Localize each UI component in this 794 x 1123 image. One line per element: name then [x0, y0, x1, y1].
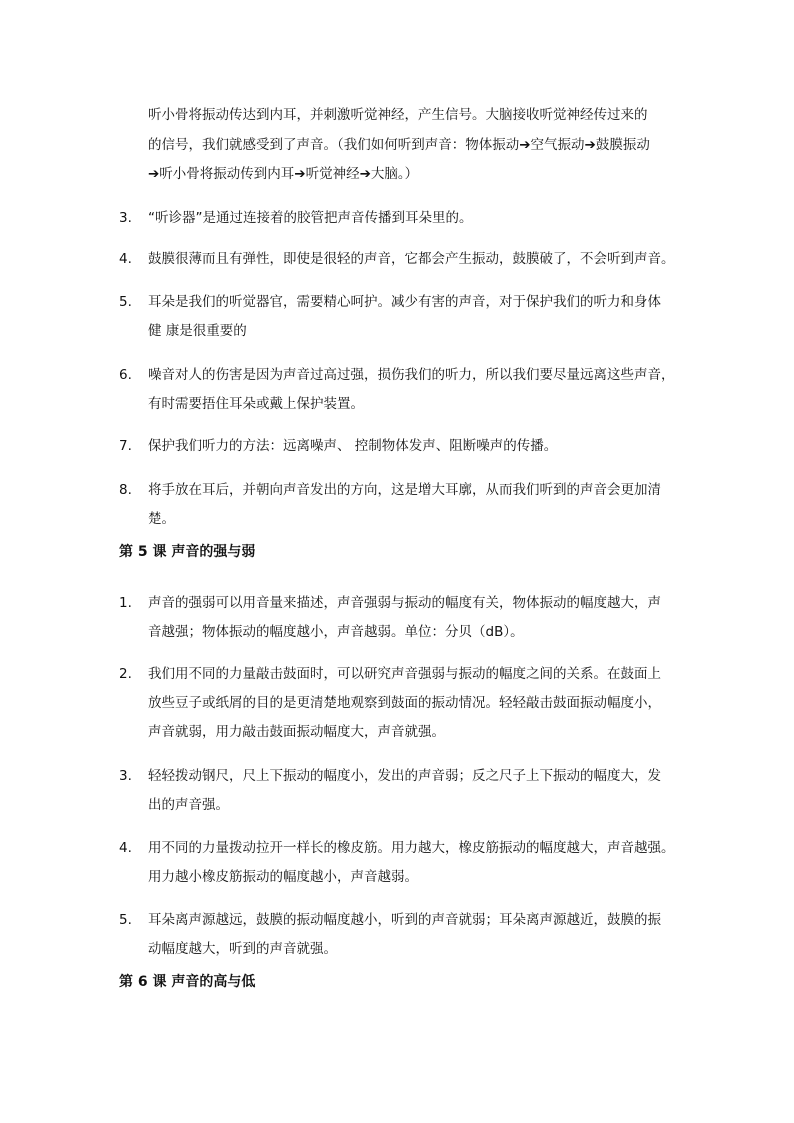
list-item-text: 保护我们听力的方法：远离噪声、 控制物体发声、阻断噪声的传播。: [148, 438, 558, 454]
intro-line: 听小骨将振动传达到内耳，并刺激听觉神经，产生信号。大脑接收听觉神经传过来的: [148, 107, 648, 123]
list-item-number: 1.: [119, 595, 132, 611]
list-item-number: 3.: [119, 210, 132, 226]
list-item-number: 5.: [119, 912, 132, 928]
list-item-number: 5.: [119, 294, 132, 310]
list-item-text: 用不同的力量拨动拉开一样长的橡皮筋。用力越大，橡皮筋振动的幅度越大，声音越强。: [148, 840, 675, 856]
list-item-text: 耳朵是我们的听觉器官，需要精心呵护。减少有害的声音，对于保护我们的听力和身体: [148, 294, 661, 310]
list-item-text: 耳朵离声源越远，鼓膜的振动幅度越小，听到的声音就弱；耳朵离声源越近，鼓膜的振: [148, 912, 661, 928]
list-item-text: 出的声音强。: [148, 797, 229, 813]
list-item-text: 有时需要捂住耳朵或戴上保护装置。: [148, 396, 364, 412]
intro-line: 的信号，我们就感受到了声音。（我们如何听到声音：物体振动➔空气振动➔鼓膜振动: [148, 137, 650, 153]
list-item-text: 健 康是很重要的: [148, 323, 247, 339]
list-item-number: 3.: [119, 768, 132, 784]
list-item-text: 噪音对人的伤害是因为声音过高过强，损伤我们的听力，所以我们要尽量远离这些声音，: [148, 367, 675, 383]
list-item-text: 音越强；物体振动的幅度越小，声音越弱。单位：分贝（dB）。: [148, 624, 524, 640]
list-item-text: 楚。: [148, 511, 175, 527]
list-item-text: “听诊器”是通过连接着的胶管把声音传播到耳朵里的。: [148, 210, 473, 226]
list-item-text: 声音的强弱可以用音量来描述，声音强弱与振动的幅度有关，物体振动的幅度越大，声: [148, 595, 661, 611]
list-item-text: 动幅度越大，听到的声音就强。: [148, 941, 337, 957]
list-item-text: 声音就弱，用力敲击鼓面振动幅度大，声音就强。: [148, 724, 445, 740]
list-item-number: 4.: [119, 840, 132, 856]
list-item-number: 2.: [119, 666, 132, 682]
list-item-number: 6.: [119, 367, 132, 383]
intro-line: ➔听小骨将振动传到内耳➔听觉神经➔大脑。）: [148, 166, 419, 182]
list-item-text: 用力越小橡皮筋振动的幅度越小，声音越弱。: [148, 869, 418, 885]
list-item-text: 鼓膜很薄而且有弹性，即使是很轻的声音，它都会产生振动，鼓膜破了，不会听到声音。: [148, 251, 675, 267]
list-item-text: 轻轻拨动钢尺，尺上下振动的幅度小，发出的声音弱；反之尺子上下振动的幅度大，发: [148, 768, 661, 784]
list-item-text: 我们用不同的力量敲击鼓面时，可以研究声音强弱与振动的幅度之间的关系。在鼓面上: [148, 666, 661, 682]
lesson-6-heading: 第 6 课 声音的高与低: [119, 974, 256, 990]
list-item-number: 4.: [119, 251, 132, 267]
list-item-text: 将手放在耳后，并朝向声音发出的方向，这是增大耳廓，从而我们听到的声音会更加清: [148, 482, 661, 498]
lesson-5-heading: 第 5 课 声音的强与弱: [119, 544, 256, 560]
list-item-text: 放些豆子或纸屑的目的是更清楚地观察到鼓面的振动情况。轻轻敲击鼓面振动幅度小，: [148, 695, 661, 711]
list-item-number: 7.: [119, 438, 132, 454]
list-item-number: 8.: [119, 482, 132, 498]
